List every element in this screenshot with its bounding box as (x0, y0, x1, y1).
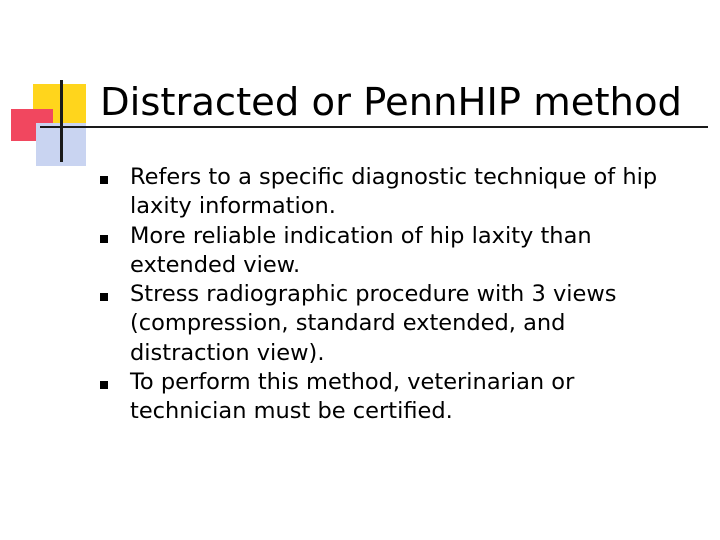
square-bullet-icon (100, 293, 108, 301)
square-bullet-icon (100, 235, 108, 243)
square-bullet-icon (100, 381, 108, 389)
bullet-text: Refers to a specific diagnostic technique of hip laxity information. (130, 164, 658, 220)
bullet-list (96, 163, 692, 427)
bullet-item (96, 222, 692, 281)
bullet-item (96, 280, 692, 368)
decorative-vertical-line (60, 80, 63, 162)
bullet-text: More reliable indication of hip laxity than extended view. (130, 222, 592, 278)
bullet-text: Stress radiographic procedure with 3 views (compression, standard extended, and distraction view). (130, 281, 617, 366)
bullet-item (96, 368, 692, 427)
bullet-item (96, 163, 692, 222)
slide-title: Distracted or PennHIP method (100, 80, 682, 125)
square-bullet-icon (100, 176, 108, 184)
bullet-text: To perform this method, veterinarian or technician must be certified. (130, 369, 575, 425)
